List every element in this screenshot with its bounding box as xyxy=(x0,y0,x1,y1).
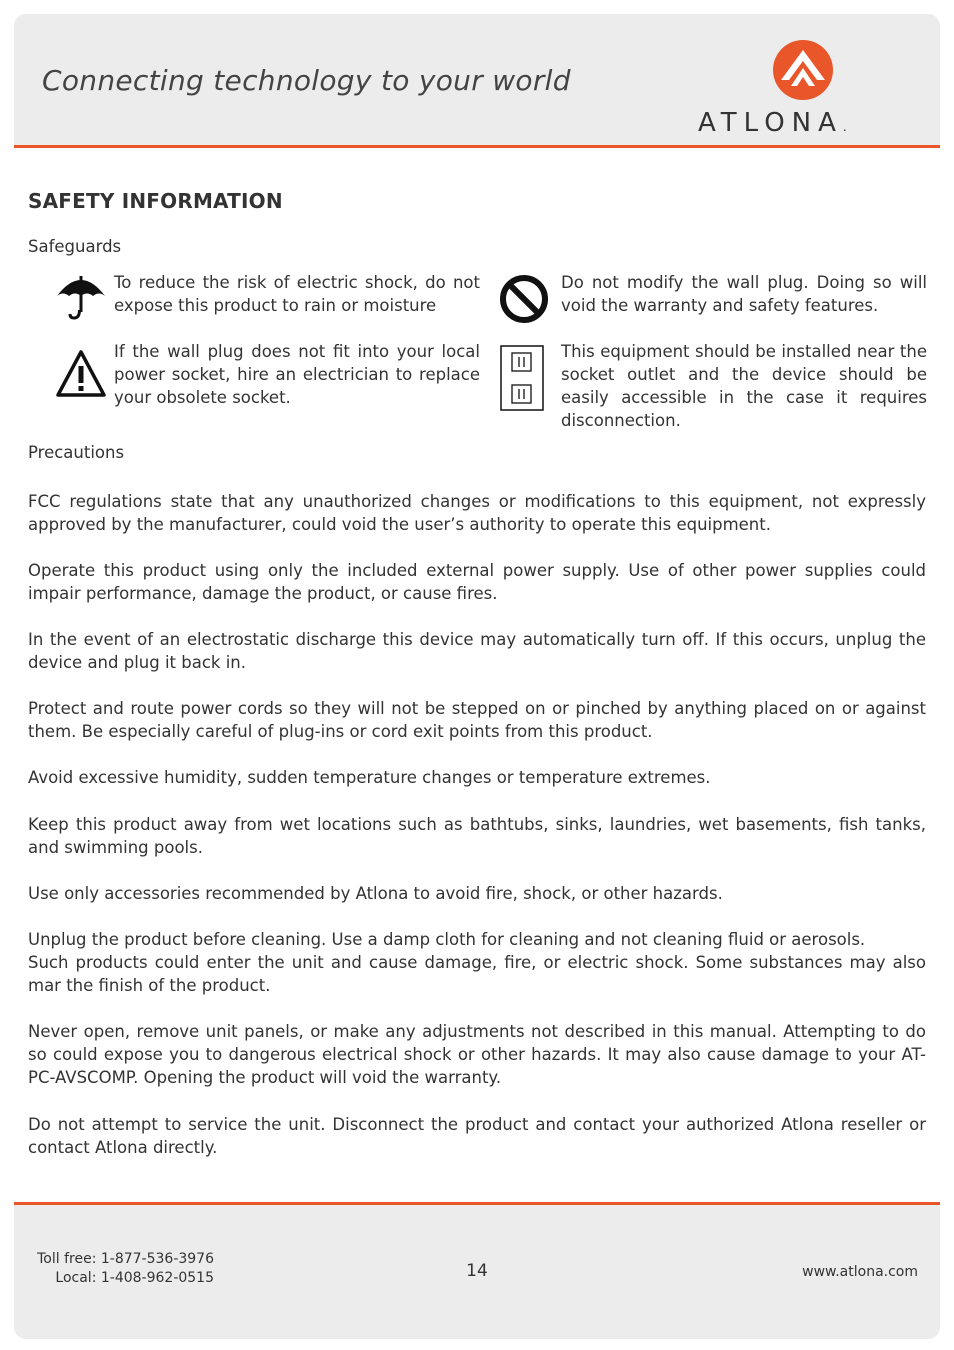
precaution-paragraph: Unplug the product before cleaning. Use a damp cloth for cleaning and not cleaning fluid or aerosols. xyxy=(28,930,866,949)
brand-dot: . xyxy=(842,120,847,134)
precaution-paragraph: Keep this product away from wet locations such as bathtubs, sinks, laundries, wet basements, fish tanks, and swimming pools. xyxy=(28,815,926,857)
precaution-paragraph: In the event of an electrostatic discharge this device may automatically turn off. If this occurs, unplug the device and plug it back in. xyxy=(28,630,926,672)
section-title: SAFETY INFORMATION xyxy=(28,189,283,213)
safeguards-label: Safeguards xyxy=(28,237,122,256)
atlona-logo-icon xyxy=(771,38,835,102)
precaution-paragraph: Protect and route power cords so they will not be stepped on or pinched by anything placed on or against them. Be especially careful of plug-ins or cord exit points from this product. xyxy=(28,699,926,741)
toll-free-number: Toll free: 1-877-536-3976 xyxy=(37,1251,214,1267)
safeguard-text-2: Do not modify the wall plug. Doing so will void the warranty and safety features. xyxy=(561,273,927,315)
tagline: Connecting technology to your world xyxy=(42,64,571,97)
brand-name: ATLONA xyxy=(698,108,843,138)
safeguard-text-1: To reduce the risk of electric shock, do not expose this product to rain or moisture xyxy=(114,273,480,315)
page-footer xyxy=(14,1202,940,1339)
precaution-paragraph: Such products could enter the unit and cause damage, fire, or electric shock. Some substances may also mar the finish of the product. xyxy=(28,953,926,995)
umbrella-icon xyxy=(55,272,107,322)
page-number: 14 xyxy=(466,1261,488,1281)
wall-outlet-icon xyxy=(500,345,544,411)
precaution-paragraph: Never open, remove unit panels, or make any adjustments not described in this manual. Attempting to do so could expose you to dangerous electrical shock or other hazards. It may also cause damage to your AT-PC-AVSCOMP. Opening the product will void the warranty. xyxy=(28,1022,926,1087)
warning-triangle-icon xyxy=(55,348,107,400)
precautions-label: Precautions xyxy=(28,443,125,462)
precaution-paragraph: FCC regulations state that any unauthorized changes or modifications to this equipment, not expressly approved by the manufacturer, could void the user’s authority to operate this equipment. xyxy=(28,492,926,534)
local-number: Local: 1-408-962-0515 xyxy=(55,1270,214,1286)
no-symbol-icon xyxy=(499,274,549,324)
precaution-paragraph: Use only accessories recommended by Atlona to avoid fire, shock, or other hazards. xyxy=(28,884,723,903)
phone-numbers xyxy=(34,1250,214,1288)
safeguard-text-4: This equipment should be installed near the socket outlet and the device should be easily accessible in the case it requires disconnection. xyxy=(561,342,927,430)
precaution-paragraph: Avoid excessive humidity, sudden temperature changes or temperature extremes. xyxy=(28,768,711,787)
website-link[interactable]: www.atlona.com xyxy=(802,1264,918,1280)
precaution-paragraph: Operate this product using only the included external power supply. Use of other power supplies could impair performance, damage the product, or cause fires. xyxy=(28,561,926,603)
precaution-paragraph: Do not attempt to service the unit. Disconnect the product and contact your authorized Atlona reseller or contact Atlona directly. xyxy=(28,1115,926,1157)
safeguard-text-3: If the wall plug does not fit into your local power socket, hire an electrician to replace your obsolete socket. xyxy=(114,342,480,407)
brand-wordmark xyxy=(698,108,847,138)
page-header xyxy=(14,14,940,148)
